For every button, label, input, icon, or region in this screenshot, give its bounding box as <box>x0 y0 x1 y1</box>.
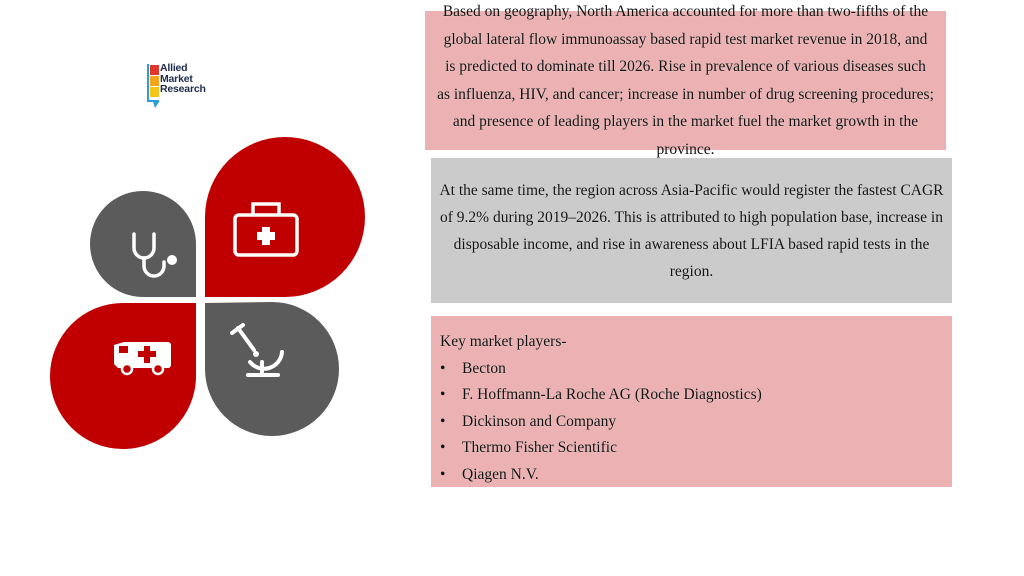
list-item: • F. Hoffmann-La Roche AG (Roche Diagnostics) <box>440 382 944 409</box>
north-america-paragraph: Based on geography, North America accounted for more than two-fifths of the global lateral flow immunoassay based rapid test market revenue in 2018, and is predicted to dominate till 2026. Rise in prevalence of various diseases such as influenza, HIV, and cancer; increase in number of drug screening procedures; and presence of leading players in the market fuel the market growth in the province. <box>437 3 934 158</box>
asia-pacific-paragraph: At the same time, the region across Asia-Pacific would register the fastest CAGR of 9.2% during 2019–2026. This is attributed to high population base, increase in disposable income, and rise in awareness about LFIA based rapid tests in the region. <box>439 181 944 280</box>
list-item: • Qiagen N.V. <box>440 462 944 489</box>
ambulance-petal <box>50 303 196 449</box>
healthcare-petal-graphic <box>0 0 420 576</box>
first-aid-kit-petal <box>205 137 365 297</box>
key-market-players-title: Key market players- <box>440 333 567 350</box>
microscope-petal <box>205 302 339 436</box>
logo-line: Market <box>160 72 193 85</box>
list-item: • Dickinson and Company <box>440 409 944 436</box>
logo-line: Research <box>160 83 206 95</box>
key-market-players-box <box>431 316 952 487</box>
stethoscope-petal <box>90 191 196 297</box>
key-market-players-list <box>440 356 944 489</box>
asia-pacific-paragraph-box <box>431 158 952 303</box>
logo-line: Allied <box>160 62 188 74</box>
list-item: • Becton <box>440 356 944 383</box>
list-item: • Thermo Fisher Scientific <box>440 435 944 462</box>
north-america-paragraph-box <box>425 3 946 158</box>
